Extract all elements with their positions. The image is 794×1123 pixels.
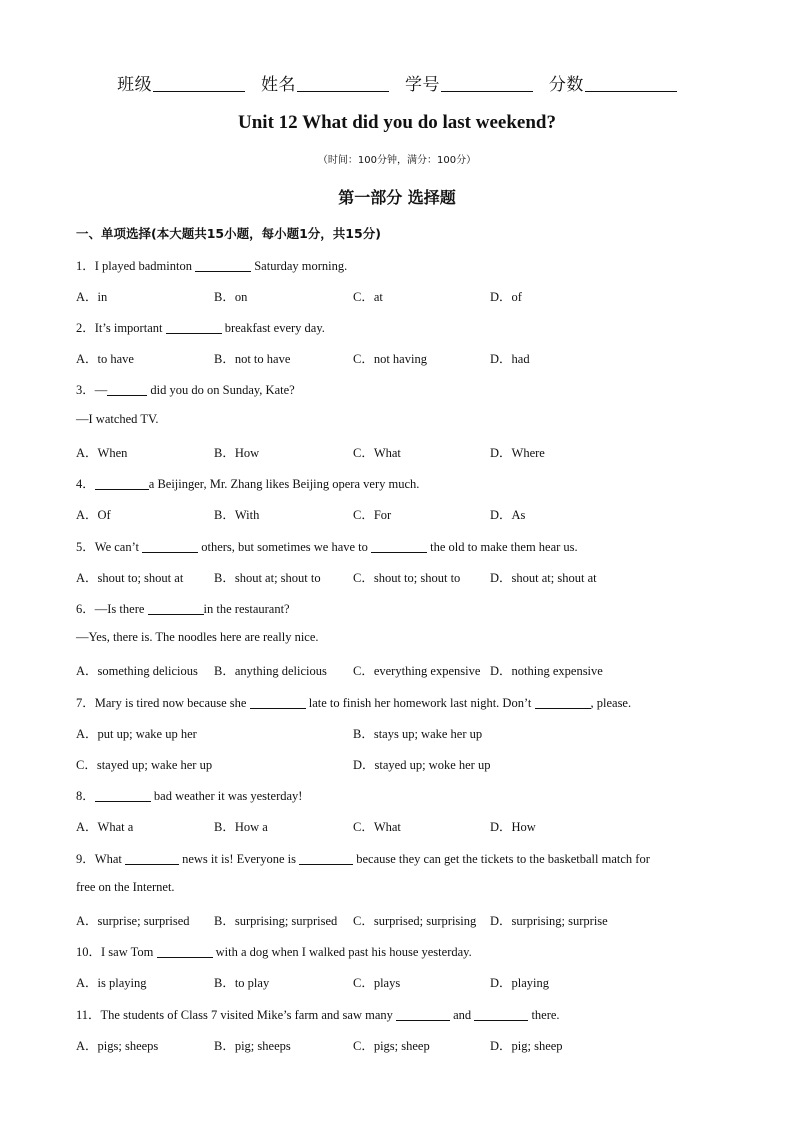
class-label: 班级 xyxy=(117,75,153,95)
question-text: —Is there xyxy=(94,602,145,616)
option-a[interactable]: A．something delicious xyxy=(76,664,198,678)
option-a[interactable]: A．put up; wake up her xyxy=(76,727,197,741)
question-text: — xyxy=(94,383,108,397)
question-text: I played badminton xyxy=(94,259,192,273)
option-a[interactable]: A．What a xyxy=(76,820,134,834)
answer-blank[interactable] xyxy=(195,259,251,272)
option-c[interactable]: C．surprised; surprising xyxy=(353,914,477,928)
answer-blank[interactable] xyxy=(95,789,151,802)
question-4 xyxy=(76,474,419,492)
question-continuation: free on the Internet. xyxy=(76,880,175,894)
question-text: What xyxy=(94,852,122,866)
option-c[interactable]: C．What xyxy=(353,820,401,834)
answer-blank[interactable] xyxy=(299,852,353,865)
option-b[interactable]: B．With xyxy=(214,508,260,522)
answer-blank[interactable] xyxy=(250,696,306,709)
question-text: others, but sometimes we have to xyxy=(201,540,368,554)
question-text: Saturday morning. xyxy=(254,259,348,273)
score-label: 分数 xyxy=(548,75,584,95)
question-number: 10． xyxy=(76,945,102,959)
part-title: 第一部分 选择题 xyxy=(338,188,456,207)
student-id-field xyxy=(405,75,533,95)
question-text: The students of Class 7 visited Mike’s farm and saw many xyxy=(100,1008,393,1022)
question-11 xyxy=(76,1005,560,1023)
name-field xyxy=(261,75,389,95)
option-c[interactable]: C．For xyxy=(353,508,392,522)
option-d[interactable]: D．surprising; surprise xyxy=(490,914,608,928)
answer-blank[interactable] xyxy=(371,540,427,553)
question-number: 2． xyxy=(76,321,95,335)
option-a[interactable]: A．in xyxy=(76,290,108,304)
question-number: 9． xyxy=(76,852,95,866)
student-id-label: 学号 xyxy=(404,75,440,95)
option-c[interactable]: C．What xyxy=(353,446,401,460)
question-number: 8． xyxy=(76,789,95,803)
answer-blank[interactable] xyxy=(125,852,179,865)
question-number: 5． xyxy=(76,540,95,554)
option-c[interactable]: C．pigs; sheep xyxy=(353,1039,430,1053)
option-b[interactable]: B．anything delicious xyxy=(214,664,327,678)
option-a[interactable]: A．is playing xyxy=(76,976,147,990)
option-b[interactable]: B．How xyxy=(214,446,260,460)
question-text: a Beijinger, Mr. Zhang likes Beijing opera very much. xyxy=(148,477,420,491)
question-number: 4． xyxy=(76,477,95,491)
section-heading: 一、单项选择(本大题共15小题，每小题1分，共15分) xyxy=(76,226,381,241)
question-text: did you do on Sunday, Kate? xyxy=(150,383,295,397)
option-d[interactable]: D．How xyxy=(490,820,536,834)
option-d[interactable]: D．stayed up; woke her up xyxy=(353,758,491,772)
answer-blank[interactable] xyxy=(148,602,204,615)
answer-blank[interactable] xyxy=(142,540,198,553)
question-number: 7． xyxy=(76,696,95,710)
option-a[interactable]: A．shout to; shout at xyxy=(76,571,184,585)
question-10 xyxy=(76,942,472,960)
option-c[interactable]: C．everything expensive xyxy=(353,664,481,678)
option-d[interactable]: D．shout at; shout at xyxy=(490,571,597,585)
option-b[interactable]: B．shout at; shout to xyxy=(214,571,321,585)
option-b[interactable]: B．to play xyxy=(214,976,270,990)
question-text: the old to make them hear us. xyxy=(430,540,578,554)
question-text: , please. xyxy=(590,696,632,710)
question-6 xyxy=(76,599,290,617)
question-text: We can’t xyxy=(94,540,139,554)
question-text: breakfast every day. xyxy=(224,321,325,335)
option-d[interactable]: D．Where xyxy=(490,446,545,460)
question-3 xyxy=(76,380,295,398)
option-b[interactable]: B．not to have xyxy=(214,352,291,366)
option-c[interactable]: C．stayed up; wake her up xyxy=(76,758,213,772)
question-number: 1． xyxy=(76,259,95,273)
option-d[interactable]: D．playing xyxy=(490,976,550,990)
dialogue-reply: —I watched TV. xyxy=(76,412,159,426)
question-8 xyxy=(76,786,302,804)
name-label: 姓名 xyxy=(261,75,297,95)
class-field xyxy=(117,75,245,95)
page-title: Unit 12 What did you do last weekend? xyxy=(238,112,556,133)
answer-blank[interactable] xyxy=(95,477,149,490)
question-text: there. xyxy=(531,1008,560,1022)
question-number: 11． xyxy=(76,1008,101,1022)
question-text: It’s important xyxy=(94,321,163,335)
option-b[interactable]: B．on xyxy=(214,290,248,304)
score-blank[interactable] xyxy=(585,75,677,92)
time-score-note: （时间：100分钟，满分：100分） xyxy=(317,155,477,166)
student-info-header xyxy=(0,70,794,95)
question-text: bad weather it was yesterday! xyxy=(153,789,303,803)
option-d[interactable]: D．pig; sheep xyxy=(490,1039,563,1053)
option-b[interactable]: B．pig; sheeps xyxy=(214,1039,291,1053)
student-id-blank[interactable] xyxy=(441,75,533,92)
option-a[interactable]: A．pigs; sheeps xyxy=(76,1039,159,1053)
option-b[interactable]: B．How a xyxy=(214,820,268,834)
question-7 xyxy=(76,693,631,711)
question-5 xyxy=(76,537,578,555)
option-d[interactable]: D．nothing expensive xyxy=(490,664,603,678)
question-1 xyxy=(76,256,347,274)
question-text: with a dog when I walked past his house yesterday. xyxy=(215,945,472,959)
answer-blank[interactable] xyxy=(157,945,213,958)
option-c[interactable]: C．plays xyxy=(353,976,401,990)
option-b[interactable]: B．surprising; surprised xyxy=(214,914,338,928)
question-text: Mary is tired now because she xyxy=(94,696,247,710)
name-blank[interactable] xyxy=(297,75,389,92)
option-c[interactable]: C．shout to; shout to xyxy=(353,571,461,585)
option-d[interactable]: D．of xyxy=(490,290,522,304)
option-a[interactable]: A．surprise; surprised xyxy=(76,914,190,928)
option-d[interactable]: D．As xyxy=(490,508,526,522)
answer-blank[interactable] xyxy=(396,1008,450,1021)
question-text: I saw Tom xyxy=(101,945,154,959)
question-text: because they can get the tickets to the basketball match for xyxy=(356,852,650,866)
option-a[interactable]: A．to have xyxy=(76,352,134,366)
question-2 xyxy=(76,318,325,336)
option-a[interactable]: A．Of xyxy=(76,508,111,522)
question-text: news it is! Everyone is xyxy=(182,852,296,866)
option-c[interactable]: C．not having xyxy=(353,352,427,366)
option-c[interactable]: C．at xyxy=(353,290,383,304)
option-a[interactable]: A．When xyxy=(76,446,128,460)
answer-blank[interactable] xyxy=(535,696,591,709)
option-b[interactable]: B．stays up; wake her up xyxy=(353,727,483,741)
option-d[interactable]: D．had xyxy=(490,352,530,366)
question-number: 6． xyxy=(76,602,95,616)
question-number: 3． xyxy=(76,383,95,397)
score-field xyxy=(549,75,677,95)
question-text: and xyxy=(453,1008,472,1022)
answer-blank[interactable] xyxy=(474,1008,528,1021)
question-text: late to finish her homework last night. Don’t xyxy=(308,696,532,710)
class-blank[interactable] xyxy=(153,75,245,92)
dialogue-reply: —Yes, there is. The noodles here are really nice. xyxy=(76,630,319,644)
question-9 xyxy=(76,849,650,867)
answer-blank[interactable] xyxy=(166,321,222,334)
question-text: in the restaurant? xyxy=(203,602,290,616)
answer-blank[interactable] xyxy=(107,383,147,396)
